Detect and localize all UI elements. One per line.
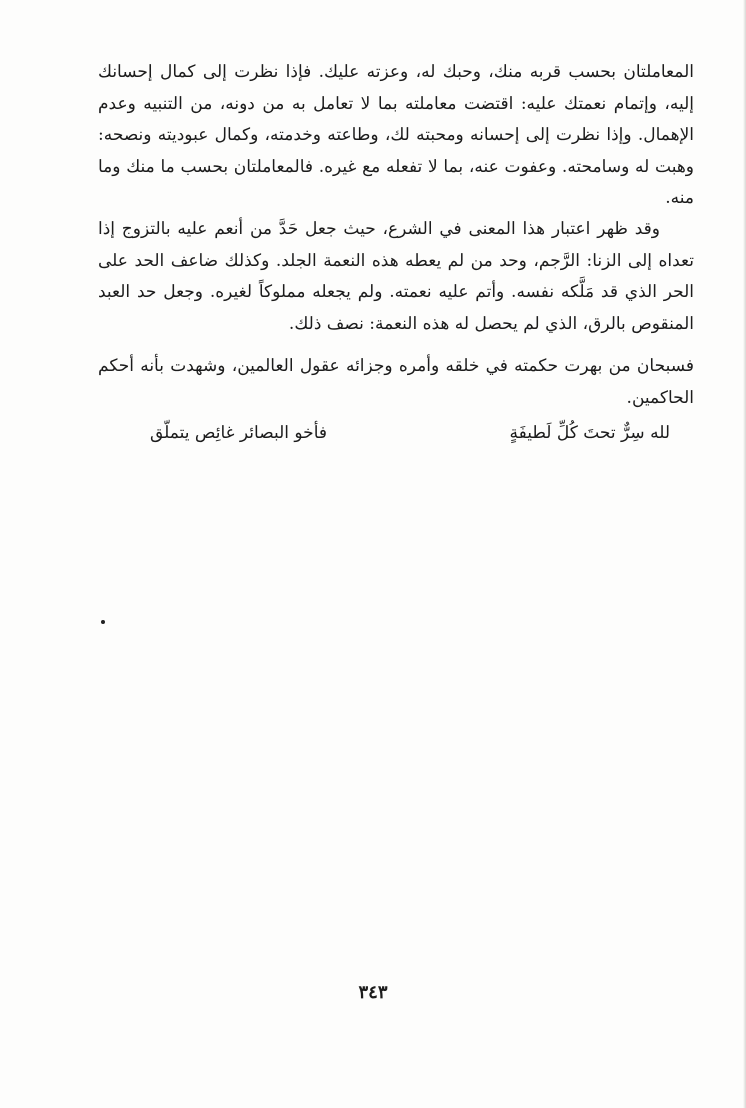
ink-speck [101, 620, 105, 624]
poetry-verse [150, 418, 670, 449]
paragraph-2: وقد ظهر اعتبار هذا المعنى في الشرع، حيث جعل حَدَّ من أنعم عليه بالتزوج إذا تعداه إلى الزنا: الرَّجم، وحد من لم يعطه هذه النعمة الجلد. وكذلك ضاعف الحد على الحر الذي قد مَلَّكه نفسه. وأتم عليه نعمته. ولم يجعله مملوكاً لغيره. وجعل حد العبد المنقوص بالرق، الذي لم يحصل له هذه النعمة: نصف ذلك. [98, 219, 694, 334]
verse-hemistich-second: فأخو البصائر غائِص يتملّق [150, 423, 327, 443]
verse-hemistich-first: لله سِرٌّ تحتَ كُلِّ لَطيفَةٍ [509, 423, 670, 443]
paragraph-3: فسبحان من بهرت حكمته في خلقه وأمره وجزائه عقول العالمين، وشهدت بأنه أحكم الحاكمين. [98, 356, 694, 408]
paragraph-1: المعاملتان بحسب قربه منك، وحبك له، وعزته عليك. فإذا نظرت إلى كمال إحسانك إليه، وإتمام نعمتك عليه: اقتضت معاملته بما لا تعامل به من دونه، من التنبيه وعدم الإهمال. وإذا نظرت إلى إحسانه ومحبته لك، وطاعته وخدمته، وكمال عبوديته ونصحه: وهبت له وسامحته. وعفوت عنه، بما لا تفعله مع غيره. فالمعاملتان بحسب ما منك وما منه. [98, 62, 694, 208]
page-number: ٣٤٣ [358, 982, 388, 1003]
